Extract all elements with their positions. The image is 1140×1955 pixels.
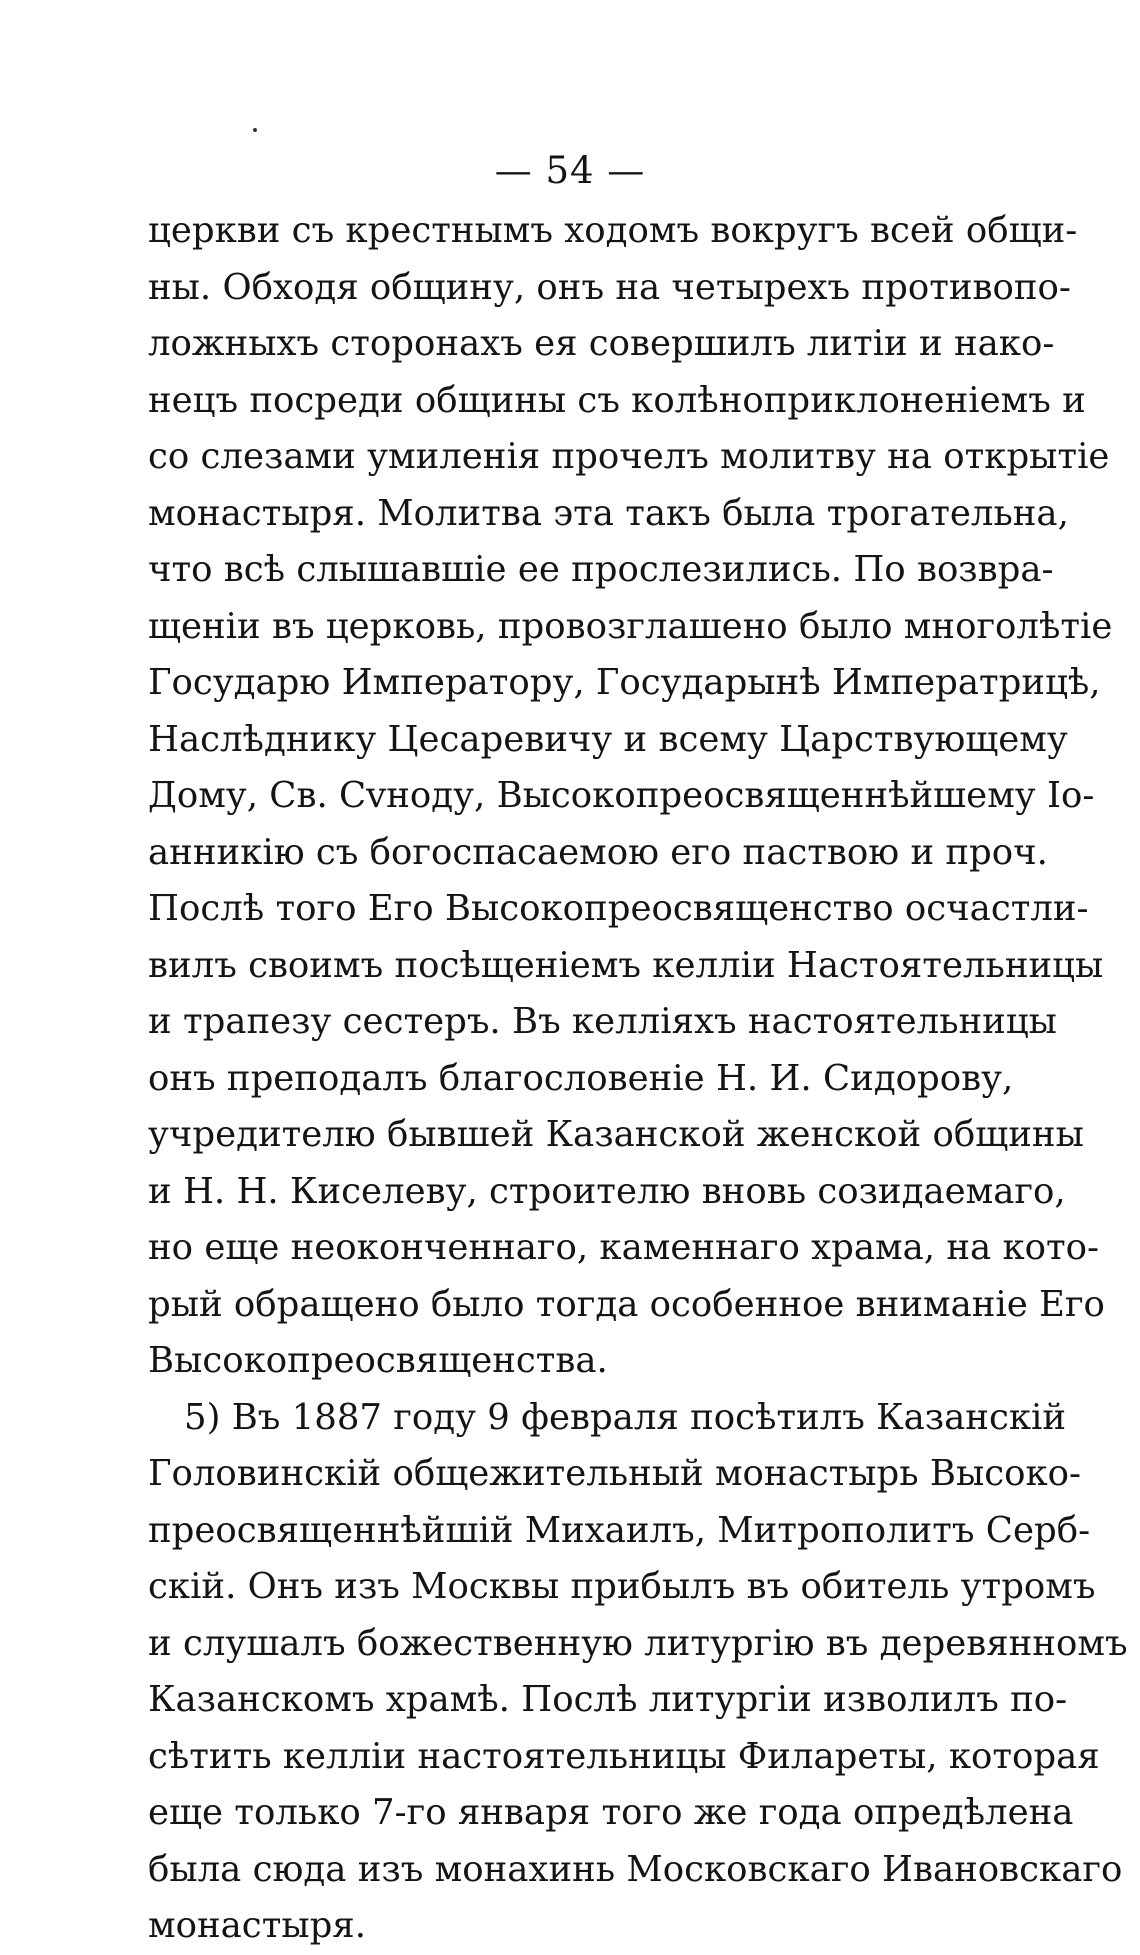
text-line: церкви съ крестнымъ ходомъ вокругъ всей общи- [148,210,1078,251]
text-line: онъ преподалъ благословеніе Н. И. Сидорову, [148,1057,1014,1099]
text-line: Дому, Св. Сvноду, Высокопреосвященнѣйшему Іо- [148,775,1095,816]
text-line: что всѣ слышавшіе ее прослезились. По возвра- [148,549,1054,590]
text-line: скій. Онъ изъ Москвы прибылъ въ обитель утромъ [148,1566,1096,1607]
text-line: Наслѣднику Цесаревичу и всему Царствующему [148,718,1068,760]
text-line: со слезами умиленія прочелъ молитву на открытіе [148,436,1110,477]
text-line: ложныхъ сторонахъ ея совершилъ литіи и нако- [148,323,1055,364]
text-line: преосвященнѣйшій Михаилъ, Митрополитъ Серб- [148,1509,1091,1551]
page-number: — 54 — [494,149,646,192]
text-line: и слушалъ божественную литургію въ деревянномъ [148,1622,1128,1664]
text-line: рый обращено было тогда особенное вниманіе Его [148,1283,1105,1325]
text-line: и Н. Н. Киселеву, строителю вновь созидаемаго, [148,1170,1066,1212]
paragraph-end-line: Высокопреосвященства. [148,1340,608,1381]
text-line: Послѣ того Его Высокопреосвященство осчастли- [148,888,1089,929]
paragraph-start-line: 5) Въ 1887 году 9 февраля посѣтилъ Казанскій [184,1396,1067,1438]
text-line: щеніи въ церковь, провозглашено было многолѣтіе [148,605,1113,647]
text-line: учредителю бывшей Казанской женской общины [148,1114,1084,1155]
text-line: вилъ своимъ посѣщеніемъ келліи Настоятельницы [148,944,1104,986]
body-text [148,203,1128,1955]
text-line: и трапезу сестеръ. Въ келліяхъ настоятельницы [148,1001,1057,1042]
text-line: Головинскій общежительный монастырь Высоко- [148,1453,1082,1494]
text-line: ны. Обходя общину, онъ на четырехъ противопо- [148,266,1071,308]
text-line: анникію съ богоспасаемою его паствою и проч. [148,831,1048,873]
print-speck [253,128,257,132]
text-line: еще только 7-го января того же года опредѣлена [148,1792,1074,1833]
text-line: Государю Императору, Государынѣ Императрицѣ, [148,662,1101,703]
text-line: нецъ посреди общины съ колѣноприклоненіемъ и [148,379,1086,421]
text-line: сѣтить келліи настоятельницы Филареты, которая [148,1735,1100,1777]
text-line: Казанскомъ храмѣ. Послѣ литургіи изволилъ по- [148,1679,1068,1720]
text-line: была сюда изъ монахинь Московскаго Ивановскаго [148,1848,1123,1890]
text-line: монастыря. Молитва эта такъ была трогательна, [148,492,1069,534]
text-line: но еще неоконченнаго, каменнаго храма, на кото- [148,1227,1100,1268]
paragraph-end-line: монастыря. [148,1905,366,1946]
